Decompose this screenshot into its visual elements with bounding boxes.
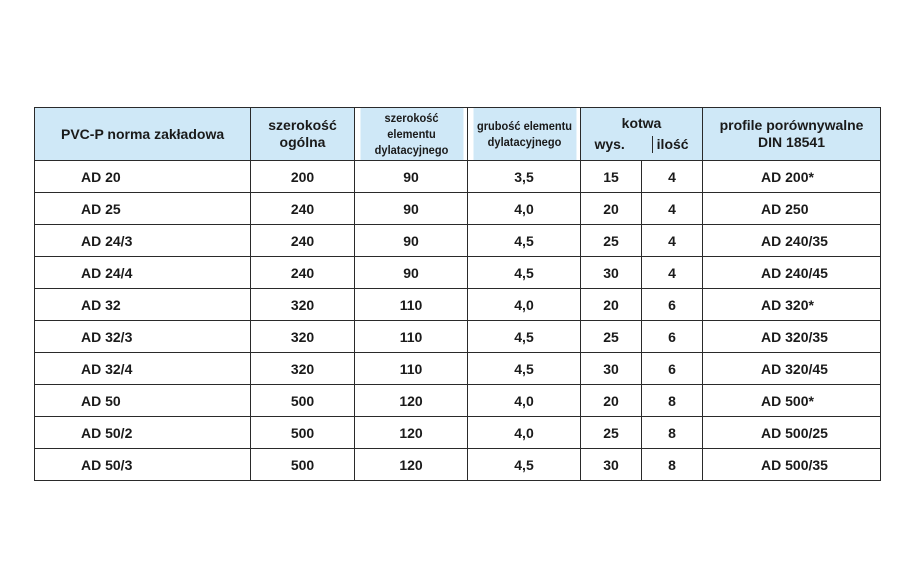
cropped-text-fragment <box>34 102 304 106</box>
cell-name: AD 24/4 <box>35 257 251 289</box>
cell-anchor-height: 30 <box>581 353 642 385</box>
cell-element-thickness: 4,5 <box>468 257 581 289</box>
cell-anchor-height: 20 <box>581 289 642 321</box>
cell-comparable-profile: AD 500/35 <box>703 449 881 481</box>
cell-anchor-count: 4 <box>642 193 703 225</box>
cell-element-width: 120 <box>355 385 468 417</box>
cell-anchor-count: 4 <box>642 225 703 257</box>
table-row <box>35 289 881 321</box>
table-row <box>35 385 881 417</box>
cell-anchor-height: 30 <box>581 449 642 481</box>
cell-element-width: 110 <box>355 321 468 353</box>
cell-element-width: 90 <box>355 193 468 225</box>
cell-element-thickness: 3,5 <box>468 161 581 193</box>
cell-element-width: 120 <box>355 449 468 481</box>
cell-comparable-profile: AD 320* <box>703 289 881 321</box>
cell-name: AD 25 <box>35 193 251 225</box>
cell-anchor-height: 25 <box>581 321 642 353</box>
table-row <box>35 449 881 481</box>
cell-name: AD 50/3 <box>35 449 251 481</box>
cell-anchor-count: 8 <box>642 417 703 449</box>
cell-anchor-count: 8 <box>642 385 703 417</box>
cell-anchor-count: 6 <box>642 289 703 321</box>
cell-name: AD 20 <box>35 161 251 193</box>
cell-comparable-profile: AD 250 <box>703 193 881 225</box>
header-standard: PVC-P norma zakładowa <box>35 108 251 161</box>
cell-anchor-count: 6 <box>642 353 703 385</box>
cell-anchor-height: 25 <box>581 225 642 257</box>
header-row <box>35 108 881 161</box>
cell-anchor-height: 20 <box>581 193 642 225</box>
cell-element-width: 90 <box>355 257 468 289</box>
header-anchor: kotwa wys. ilość <box>581 108 703 161</box>
cell-element-width: 110 <box>355 353 468 385</box>
cell-anchor-height: 15 <box>581 161 642 193</box>
cell-total-width: 500 <box>251 417 355 449</box>
table-row <box>35 353 881 385</box>
cell-anchor-count: 4 <box>642 161 703 193</box>
header-anchor-height: wys. <box>594 136 625 152</box>
cell-name: AD 32/4 <box>35 353 251 385</box>
cell-total-width: 320 <box>251 321 355 353</box>
cell-anchor-height: 25 <box>581 417 642 449</box>
cell-name: AD 32 <box>35 289 251 321</box>
cell-total-width: 240 <box>251 225 355 257</box>
cell-name: AD 24/3 <box>35 225 251 257</box>
table-row <box>35 417 881 449</box>
header-element-thickness: grubość elementu dylatacyjnego <box>472 108 576 161</box>
cell-anchor-count: 6 <box>642 321 703 353</box>
cell-element-thickness: 4,5 <box>468 353 581 385</box>
table-body <box>35 161 881 481</box>
cell-name: AD 50/2 <box>35 417 251 449</box>
header-anchor-count: ilość <box>652 136 689 153</box>
cell-total-width: 320 <box>251 289 355 321</box>
cell-total-width: 240 <box>251 193 355 225</box>
cell-comparable-profile: AD 500/25 <box>703 417 881 449</box>
table-row <box>35 193 881 225</box>
cell-element-width: 90 <box>355 161 468 193</box>
header-element-width: szerokość elementu dylatacyjnego <box>359 108 463 161</box>
cell-element-width: 90 <box>355 225 468 257</box>
cell-element-thickness: 4,0 <box>468 417 581 449</box>
cell-name: AD 32/3 <box>35 321 251 353</box>
cell-element-thickness: 4,0 <box>468 193 581 225</box>
cell-total-width: 320 <box>251 353 355 385</box>
table-row <box>35 161 881 193</box>
cell-comparable-profile: AD 240/35 <box>703 225 881 257</box>
cell-element-width: 110 <box>355 289 468 321</box>
cell-total-width: 200 <box>251 161 355 193</box>
cell-comparable-profile: AD 500* <box>703 385 881 417</box>
table-row <box>35 225 881 257</box>
table-row <box>35 257 881 289</box>
table-row <box>35 321 881 353</box>
cell-total-width: 500 <box>251 449 355 481</box>
cell-comparable-profile: AD 200* <box>703 161 881 193</box>
cell-anchor-count: 4 <box>642 257 703 289</box>
specification-table <box>34 107 881 481</box>
cell-anchor-height: 20 <box>581 385 642 417</box>
cell-element-thickness: 4,5 <box>468 225 581 257</box>
cell-total-width: 500 <box>251 385 355 417</box>
cell-element-thickness: 4,5 <box>468 449 581 481</box>
specification-table-wrapper <box>34 107 880 481</box>
cell-element-width: 120 <box>355 417 468 449</box>
cell-comparable-profile: AD 240/45 <box>703 257 881 289</box>
cell-comparable-profile: AD 320/35 <box>703 321 881 353</box>
header-comparable-profiles: profile porównywalne DIN 18541 <box>703 108 881 161</box>
cell-total-width: 240 <box>251 257 355 289</box>
cell-anchor-count: 8 <box>642 449 703 481</box>
cell-element-thickness: 4,0 <box>468 385 581 417</box>
cell-element-thickness: 4,5 <box>468 321 581 353</box>
header-total-width: szerokość ogólna <box>251 108 355 161</box>
cell-element-thickness: 4,0 <box>468 289 581 321</box>
cell-anchor-height: 30 <box>581 257 642 289</box>
cell-name: AD 50 <box>35 385 251 417</box>
cell-comparable-profile: AD 320/45 <box>703 353 881 385</box>
